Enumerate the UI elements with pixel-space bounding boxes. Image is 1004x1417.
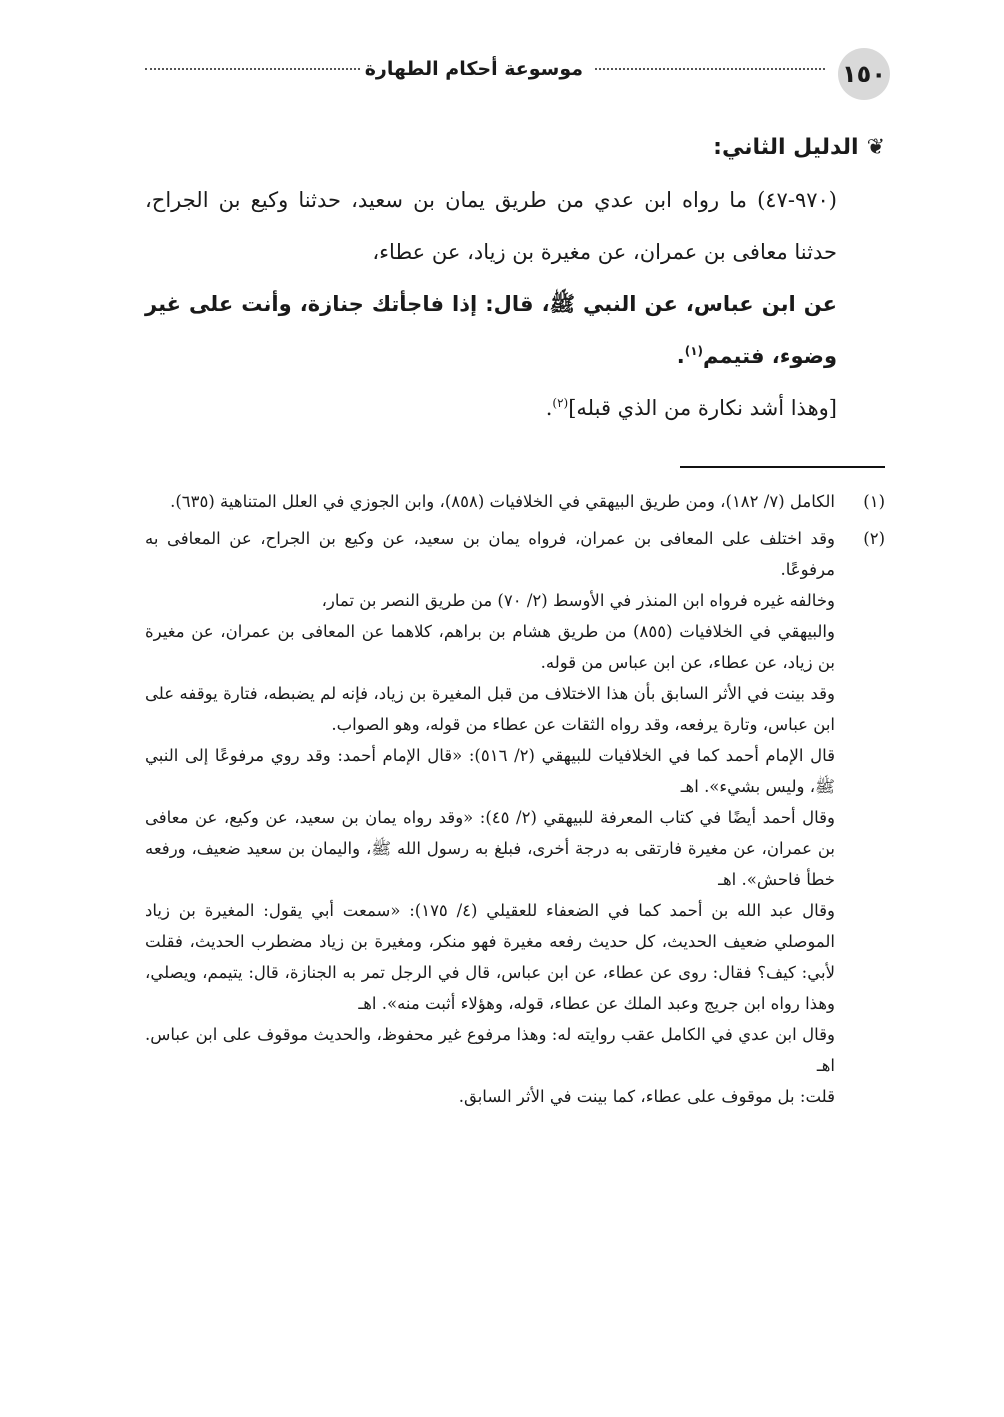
remark-end: .: [545, 396, 553, 420]
footnote-paragraph: الكامل (٧/ ١٨٢)، ومن طريق البيهقي في الخلافيات (٨٥٨)، وابن الجوزي في العلل المتناهية (٦٣٥).: [170, 492, 835, 511]
header-dotted-rule-left: [145, 68, 360, 70]
footnote-paragraph: وقد اختلف على المعافى بن عمران، فرواه يمان بن سعيد، عن وكيع بن الجراح، عن المعافى به مرفوعًا.: [145, 529, 835, 579]
narration-intro: (٩٧٠-٤٧) ما رواه ابن عدي من طريق يمان بن سعيد، حدثنا وكيع بن الجراح، حدثنا معافى بن عمران، عن مغيرة بن زياد، عن عطاء،: [145, 188, 837, 264]
footnote-paragraph: قال الإمام أحمد كما في الخلافيات للبيهقي (٢/ ٥١٦): «قال الإمام أحمد: وقد روي مرفوعًا إلى النبي ﷺ، وليس بشيء». اهـ: [145, 746, 835, 796]
remark-body: [وهذا أشد نكارة من الذي قبله]: [568, 396, 837, 420]
hadith-text: [145, 278, 885, 382]
footnote-1: [145, 486, 885, 517]
footnote-ref-2[interactable]: (٢): [552, 396, 569, 410]
footnote-separator: [680, 466, 885, 468]
footnote-paragraph: وقال عبد الله بن أحمد كما في الضعفاء للعقيلي (٤/ ١٧٥): «سمعت أبي يقول: المغيرة بن زياد الموصلي ضعيف الحديث، كل حديث رفعه مغيرة فهو منكر، ومغيرة بن زياد مضطرب الحديث، فقلت لأبي: كيف؟ فقال: روى عن عطاء، عن ابن عباس، قال في الرجل تمر به الجنازة، قال: يتيمم، ويصلي، وهذا رواه ابن جريج وعبد الملك عن عطاء، قوله، وهؤلاء أثبت منه». اهـ: [145, 901, 836, 1013]
header-dotted-rule-right: [595, 68, 825, 70]
running-title: موسوعة أحكام الطهارة: [364, 58, 583, 80]
footnote-paragraph: قلت: بل موقوف على عطاء، كما بينت في الأثر السابق.: [458, 1087, 835, 1106]
footnote-number: (٢): [863, 529, 885, 548]
page-header: [145, 48, 885, 96]
hadith-body: عن ابن عباس، عن النبي ﷺ، قال: إذا فاجأتك جنازة، وأنت على غير وضوء، فتيمم: [145, 292, 837, 368]
footnote-ref-1[interactable]: (١): [684, 344, 704, 358]
footnote-paragraph: وخالفه غيره فرواه ابن المنذر في الأوسط (٢/ ٧٠) من طريق النصر بن تمار،: [321, 591, 835, 610]
footnotes: [145, 486, 885, 1118]
heading-text: الدليل الثاني:: [713, 135, 859, 160]
footnote-2: [145, 523, 885, 1112]
main-text: [145, 122, 885, 434]
editor-remark: [145, 382, 885, 434]
page-number: ١٥٠: [838, 48, 890, 100]
footnote-number: (١): [863, 492, 885, 511]
section-heading: [145, 122, 885, 174]
footnote-paragraph: وقال ابن عدي في الكامل عقب روايته له: وهذا مرفوع غير محفوظ، والحديث موقوف على ابن عباس. اهـ: [145, 1025, 835, 1075]
footnote-paragraph: والبيهقي في الخلافيات (٨٥٥) من طريق هشام بن براهم، كلاهما عن المعافى بن عمران، عن مغيرة بن زياد، عن عطاء، عن ابن عباس من قوله.: [145, 622, 835, 672]
fleuron-icon: ❦: [866, 135, 885, 160]
footnote-paragraph: وقد بينت في الأثر السابق بأن هذا الاختلاف من قبل المغيرة بن زياد، فإنه لم يضبطه، فتارة يوقفه على ابن عباس، وتارة يرفعه، وقد رواه الثقات عن عطاء من قوله، وهو الصواب.: [145, 684, 835, 734]
footnote-paragraph: وقال أحمد أيضًا في كتاب المعرفة للبيهقي (٢/ ٤٥): «وقد رواه يمان بن سعيد، عن وكيع، عن معافى بن عمران، عن مغيرة فارتقى به درجة أخرى، فبلغ به رسول الله ﷺ، واليمان بن سعيد ضعيف، ورفعه خطأ فاحش». اهـ: [145, 808, 835, 889]
hadith-end: .: [676, 344, 685, 368]
